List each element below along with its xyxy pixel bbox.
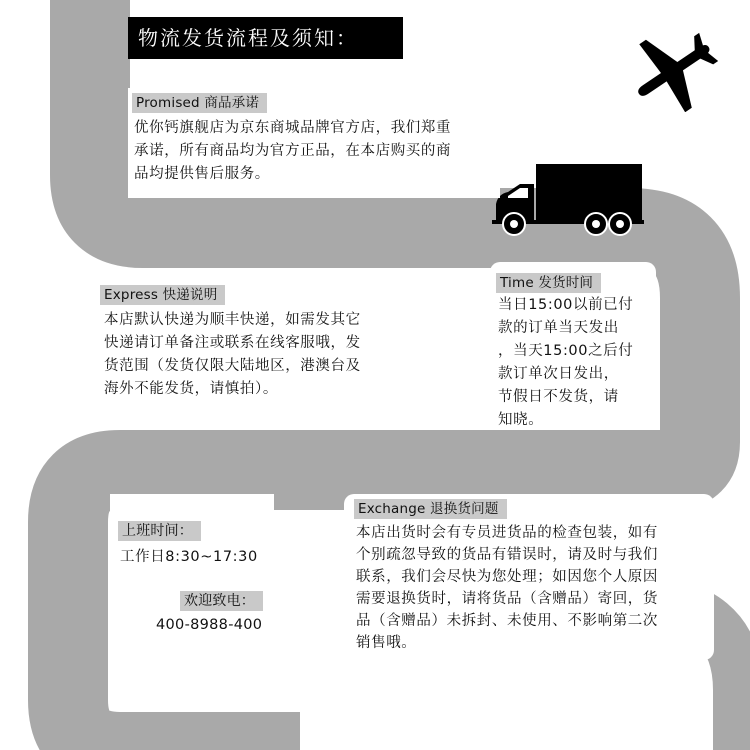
time-body <box>490 293 656 432</box>
express-tag: Express 快递说明 <box>100 285 225 305</box>
promised-line: 品均提供售后服务。 <box>134 166 270 182</box>
promised-tag: Promised 商品承诺 <box>132 93 267 113</box>
exchange-line: 个别疏忽导致的货品有错误时，请及时与我们 <box>356 547 658 563</box>
time-card <box>490 262 656 428</box>
exchange-line: 联系，我们会尽快为您处理；如因您个人原因 <box>356 569 658 585</box>
time-line: 款订单次日发出， <box>498 366 619 382</box>
exchange-card <box>344 494 714 660</box>
promised-line: 承诺，所有商品均为官方正品，在本店购买的商 <box>134 143 452 159</box>
airplane-icon <box>628 30 718 112</box>
truck-icon <box>492 164 644 236</box>
exchange-line: 本店出货时会有专员进货品的检查包装，如有 <box>356 525 658 541</box>
promised-line: 优你钙旗舰店为京东商城品牌官方店，我们郑重 <box>134 120 452 136</box>
exchange-body <box>344 519 714 654</box>
time-line: 款的订单当天发出 <box>498 320 619 336</box>
call-label: 欢迎致电： <box>180 591 263 611</box>
express-card <box>98 278 420 418</box>
time-line: 节假日不发货，请 <box>498 389 619 405</box>
hours-label: 上班时间： <box>118 521 201 541</box>
exchange-tag: Exchange 退换货问题 <box>354 499 507 519</box>
exchange-line: 需要退换货时，请将货品（含赠品）寄回，货 <box>356 591 658 607</box>
express-line: 海外不能发货，请慎拍）。 <box>104 381 278 397</box>
phone-number: 400-8988-400 <box>156 617 263 633</box>
express-line: 货范围（发货仅限大陆地区，港澳台及 <box>104 358 361 374</box>
time-line: ，当天15:00之后付 <box>498 343 634 359</box>
exchange-line: 销售哦。 <box>356 635 417 651</box>
express-body <box>98 305 420 401</box>
exchange-line: 品（含赠品）未拆封、未使用、不影响第二次 <box>356 613 658 629</box>
time-line: 当日15:00以前已付 <box>498 297 634 313</box>
express-line: 本店默认快递为顺丰快递，如需发其它 <box>104 312 361 328</box>
time-line: 知晓。 <box>498 412 544 428</box>
promised-card <box>128 88 500 198</box>
hours-value: 工作日8:30~17:30 <box>120 549 258 565</box>
page-title: 物流发货流程及须知： <box>128 17 403 59</box>
hours-card <box>110 494 274 656</box>
time-tag: Time 发货时间 <box>496 273 601 293</box>
promised-body <box>128 113 500 186</box>
express-line: 快递请订单备注或联系在线客服哦，发 <box>104 335 361 351</box>
